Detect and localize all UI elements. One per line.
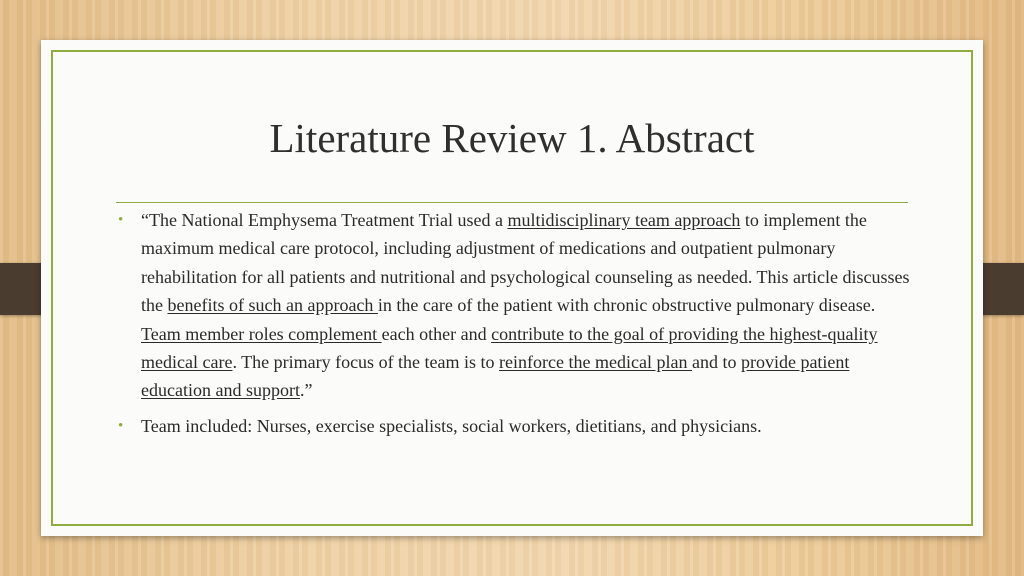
bullet-item-team-included	[118, 412, 918, 440]
underlined-phrase: reinforce the medical plan	[499, 352, 692, 373]
title-divider	[116, 202, 908, 203]
text-segment: Team included: Nurses, exercise specialists, social workers, dietitians, and physicians.	[141, 415, 762, 436]
bullet-text	[141, 416, 762, 436]
text-segment: “The National Emphysema Treatment Trial used a	[141, 210, 508, 230]
text-segment: in the care of the patient with chronic obstructive pulmonary disease.	[377, 295, 876, 316]
bullet-icon: •	[118, 212, 124, 228]
underlined-phrase: Team member roles complement	[141, 323, 382, 344]
underlined-phrase: multidisciplinary team approach	[507, 210, 741, 230]
bullet-list	[118, 206, 918, 440]
text-segment: . The primary focus of the team is to	[232, 352, 500, 373]
bullet-text	[141, 210, 909, 400]
text-segment: and to	[691, 352, 741, 373]
text-segment: to implement the maximum medical care protocol, including adjustment of medications and outpatient pulmonary rehabilitation for all patients and nutritional and psychological counseling as needed. This article discusses the	[141, 210, 910, 316]
underlined-phrase: benefits of such an approach	[167, 295, 378, 316]
slide-title: Literature Review 1. Abstract	[269, 115, 755, 161]
bullet-item-abstract-quote	[118, 206, 918, 405]
text-segment: each other and	[381, 323, 492, 344]
underlined-phrase: provide patient education and support	[141, 352, 850, 401]
bullet-icon: •	[118, 417, 124, 434]
text-segment: .”	[299, 380, 313, 401]
underlined-phrase: contribute to the goal of providing the highest-quality medical care	[141, 323, 878, 373]
